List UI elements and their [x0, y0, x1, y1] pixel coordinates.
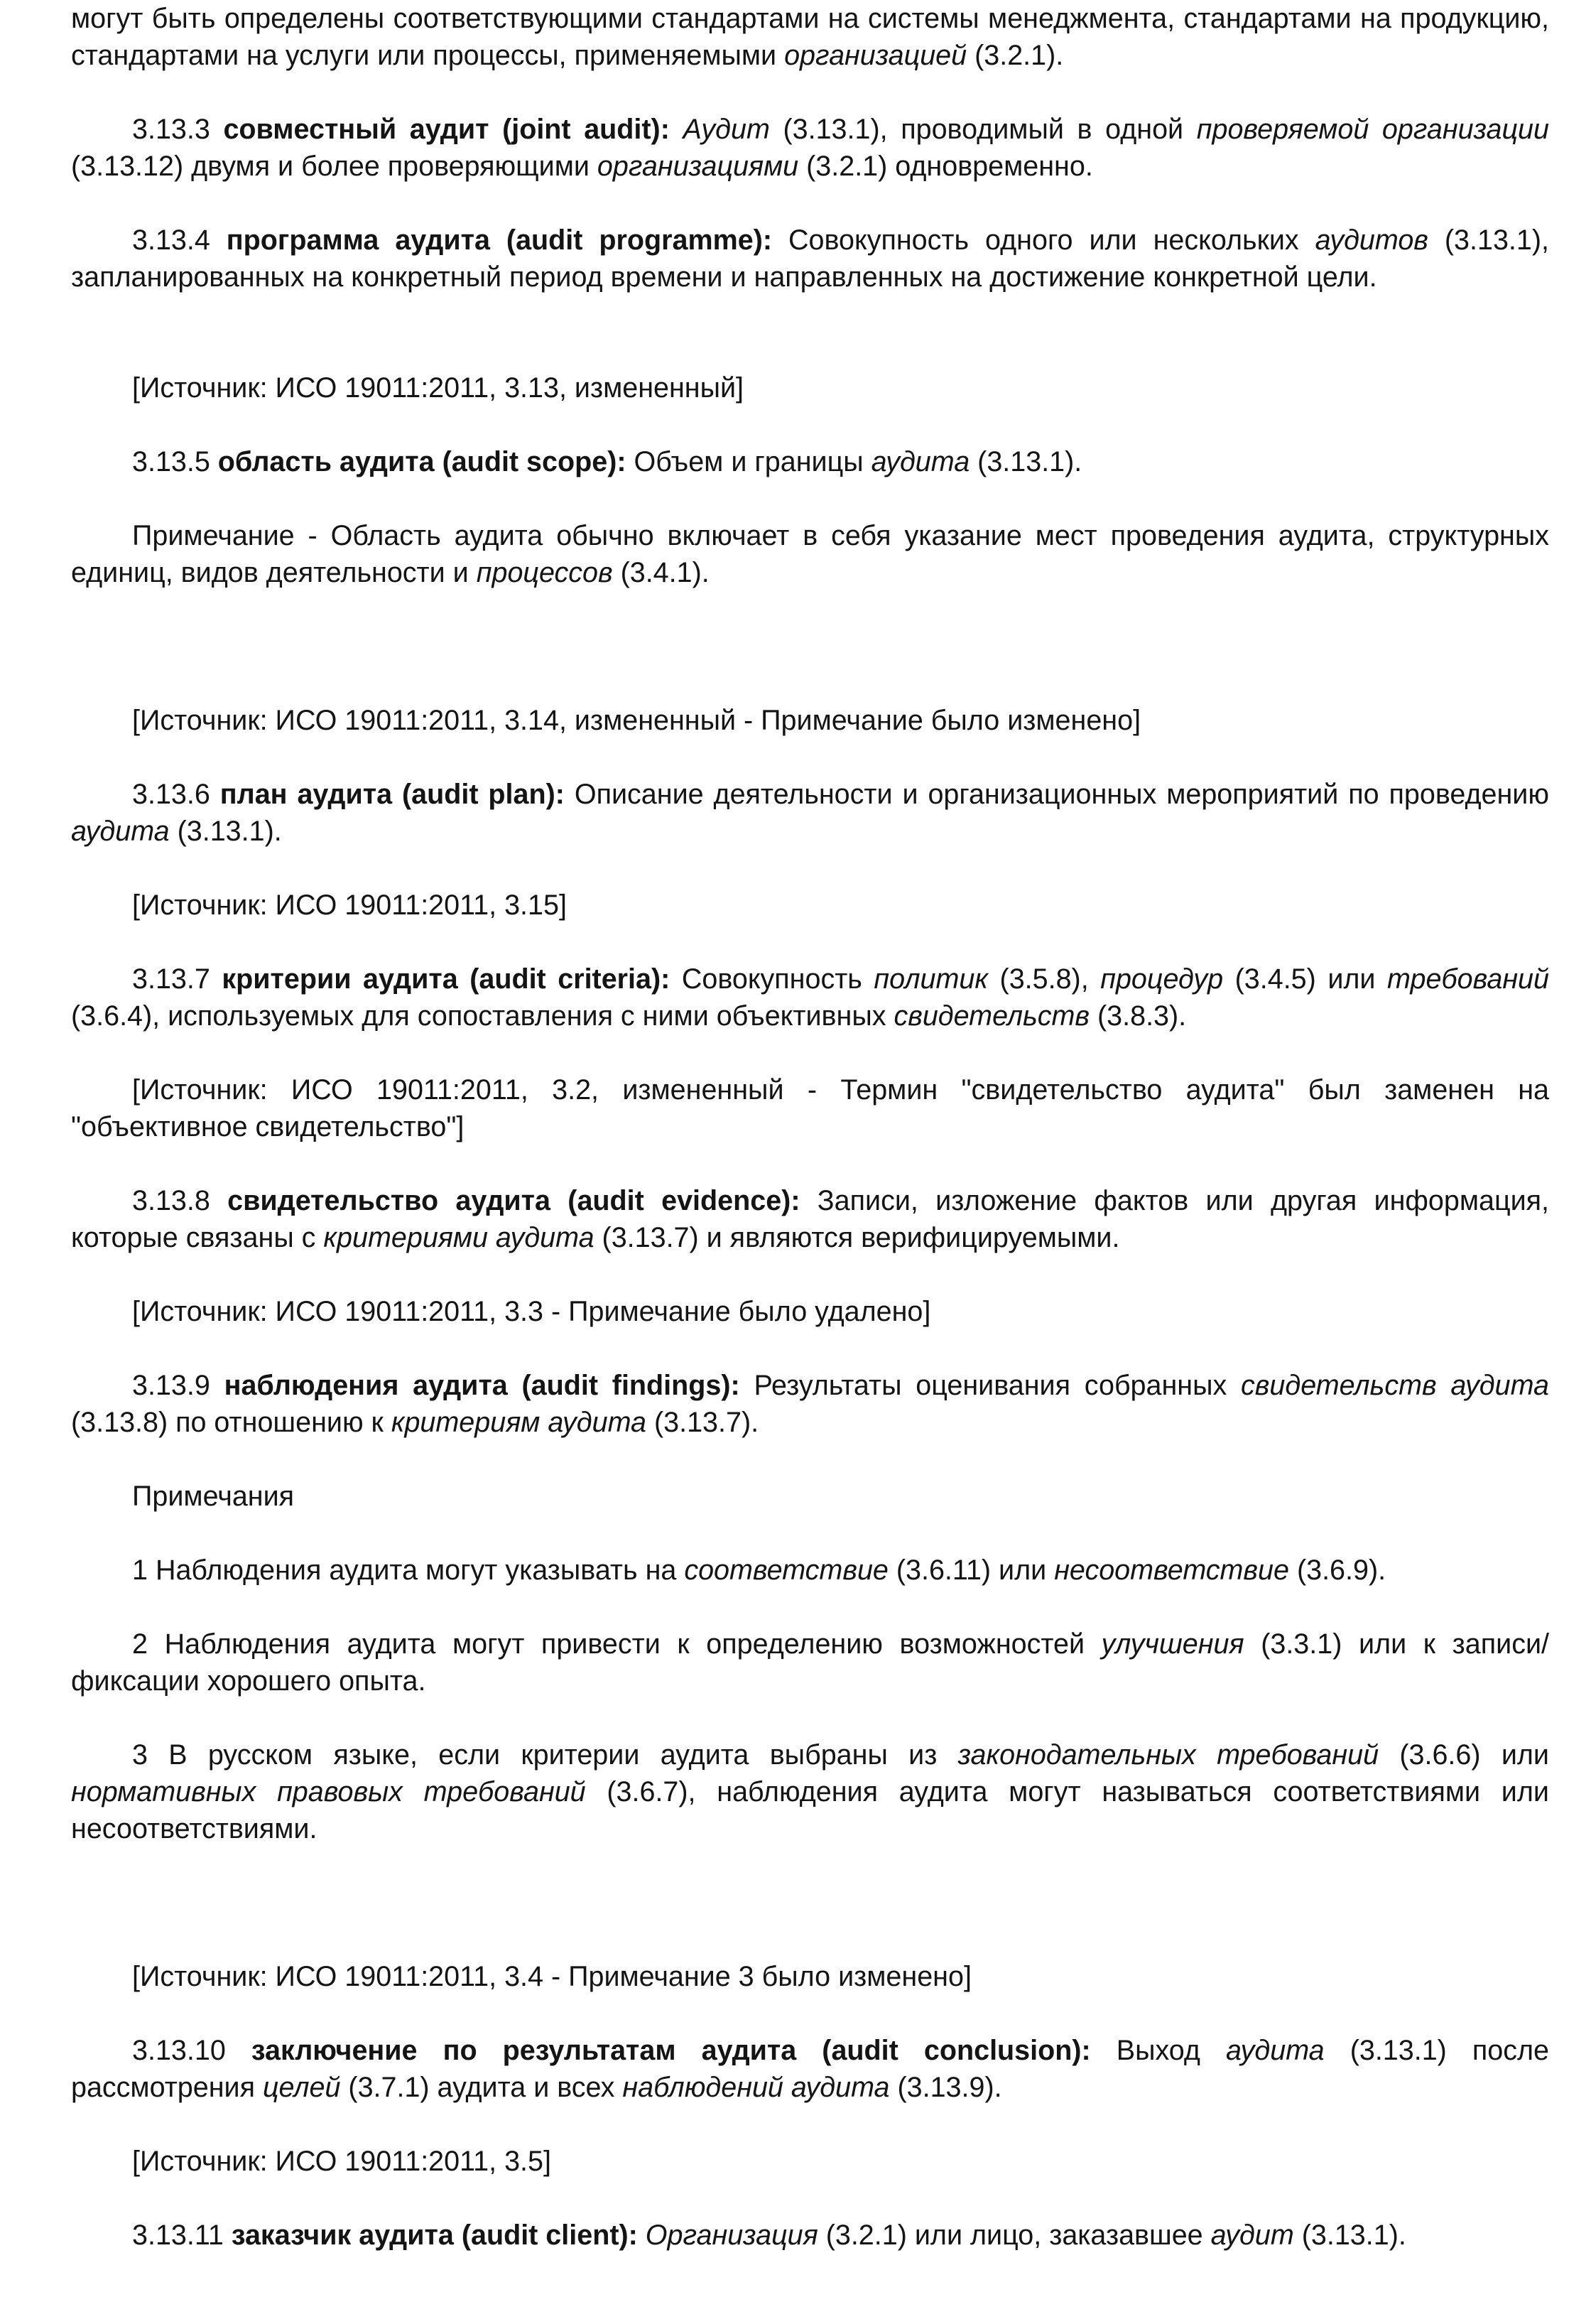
term: свидетельство аудита (audit evidence): [227, 1185, 800, 1216]
source-note: [Источник: ИСО 19011:2011, 3.5] [132, 2146, 551, 2177]
entry-3-13-9: 3.13.9 наблюдения аудита (audit findings): Результаты оценивания собранных свидетельств аудита (3.13.8) по отношению к критериям аудита (3.13.7). [71, 1370, 1550, 1438]
term: заказчик аудита (audit client): [231, 2220, 638, 2251]
entry-3-13-4: 3.13.4 программа аудита (audit programme): Совокупность одного или нескольких аудитов (3.13.1), запланированных на конкретный период времени и направленных на достижение конкретной цели. [71, 225, 1549, 293]
entry-3-13-3: 3.13.3 совместный аудит (joint audit): Аудит (3.13.1), проводимый в одной проверяемой организации (3.13.12) двумя и более проверяющими организациями (3.2.1) одновременно. [71, 114, 1549, 182]
entry-3-13-7: 3.13.7 критерии аудита (audit criteria): Совокупность политик (3.5.8), процедур (3.4.5) или требований (3.6.4), используемых для сопоставления с ними объективных свидетельств (3.8.3). [71, 963, 1549, 1032]
entry-3-13-11: 3.13.11 заказчик аудита (audit client): Организация (3.2.1) или лицо, заказавшее аудит (3.13.1). [132, 2220, 1406, 2251]
entry-3-13-6: 3.13.6 план аудита (audit plan): Описание деятельности и организационных мероприятий по проведению аудита (3.13.1). [71, 779, 1549, 847]
term: критерии аудита (audit criteria): [222, 963, 670, 995]
entry-3-13-8: 3.13.8 свидетельство аудита (audit evidence): Записи, изложение фактов или другая информация, которые связаны с критериями аудита (3.13.7) и являются верифицируемыми. [71, 1185, 1550, 1253]
term: план аудита (audit plan): [219, 779, 565, 810]
term: программа аудита (audit programme): [226, 225, 773, 256]
note-1: 1 Наблюдения аудита могут указывать на соответствие (3.6.11) или несоответствие (3.6.9). [132, 1555, 1386, 1586]
source-note: [Источник: ИСО 19011:2011, 3.14, измененный - Примечание было изменено] [132, 705, 1141, 736]
note-2: 2 Наблюдения аудита могут привести к определению возможностей улучшения (3.3.1) или к записи/фиксации хорошего опыта. [71, 1628, 1549, 1697]
source-note: [Источник: ИСО 19011:2011, 3.3 - Примечание было удалено] [132, 1296, 931, 1327]
entry-3-13-5: 3.13.5 область аудита (audit scope): Объем и границы аудита (3.13.1). [132, 446, 1082, 477]
entry-3-13-10: 3.13.10 заключение по результатам аудита (audit conclusion): Выход аудита (3.13.1) после рассмотрения целей (3.7.1) аудита и всех наблюдений аудита (3.13.9). [71, 2035, 1550, 2103]
source-note: [Источник: ИСО 19011:2011, 3.4 - Примечание 3 было изменено] [132, 1961, 972, 1992]
notes-heading: Примечания [132, 1481, 295, 1512]
term: область аудита (audit scope): [217, 446, 626, 477]
source-note: [Источник: ИСО 19011:2011, 3.13, измененный] [132, 372, 744, 404]
source-note: [Источник: ИСО 19011:2011, 3.15] [132, 890, 567, 921]
paragraph-continuation: могут быть определены соответствующими стандартами на системы менеджмента, стандартами на продукцию, стандартами на услуги или процессы, применяемыми организацией (3.2.1). [71, 3, 1549, 71]
note: Примечание - Область аудита обычно включает в себя указание мест проведения аудита, структурных единиц, видов деятельности и процессов (3.4.1). [71, 520, 1549, 588]
term: наблюдения аудита (audit findings): [224, 1370, 740, 1401]
note-3: 3 В русском языке, если критерии аудита выбраны из законодательных требований (3.6.6) или нормативных правовых требований (3.6.7), наблюдения аудита могут называться соответствиями или несоответствиями. [71, 1739, 1549, 1844]
term: совместный аудит (joint audit): [223, 114, 670, 145]
source-note: [Источник: ИСО 19011:2011, 3.2, измененный - Термин "свидетельство аудита" был заменен на "объективное свидетельство"] [71, 1074, 1549, 1142]
term: заключение по результатам аудита (audit conclusion): [251, 2035, 1091, 2066]
